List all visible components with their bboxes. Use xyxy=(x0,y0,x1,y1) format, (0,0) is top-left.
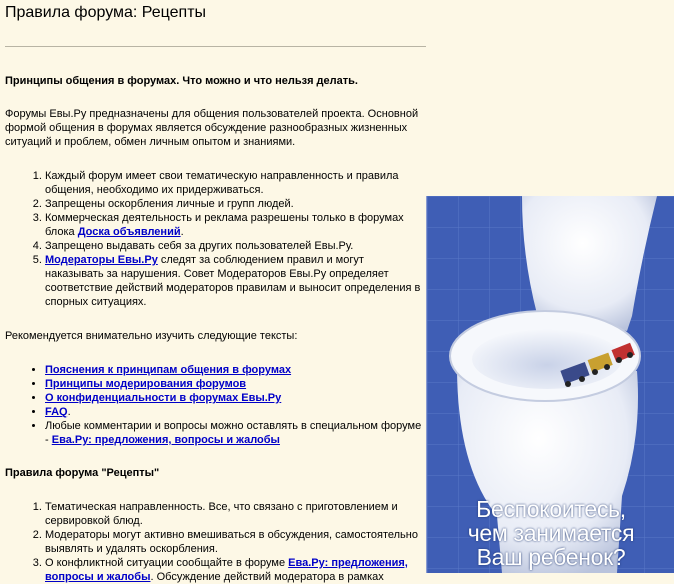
link-item: • Любые комментарии и вопросы можно оставлять в специальном форуме - Ева.Ру: предложения, вопросы и жалобы xyxy=(45,419,425,447)
link-item xyxy=(45,391,425,405)
rule-item xyxy=(45,197,425,211)
divider xyxy=(5,46,426,47)
faq-link[interactable]: FAQ xyxy=(45,406,68,418)
rule-text: Запрещено выдавать себя за других пользователей Евы.Ру. xyxy=(45,240,354,252)
page-title: Правила форума: Рецепты xyxy=(5,4,207,21)
forum-rules-heading: Правила форума "Рецепты" xyxy=(5,467,160,479)
recommended-links xyxy=(5,363,425,447)
privacy-link[interactable]: О конфиденциальности в форумах Евы.Ру xyxy=(45,392,282,404)
rule-item xyxy=(45,169,425,197)
rule-item xyxy=(45,253,425,309)
main-content xyxy=(5,0,425,584)
ad-slogan xyxy=(427,497,674,569)
recommend-text: Рекомендуется внимательно изучить следующие тексты: xyxy=(5,330,298,342)
ad-line: Беспокоитесь, xyxy=(476,496,626,522)
moderation-principles-link[interactable]: Принципы модерирования форумов xyxy=(45,378,247,390)
forum-rule-item: 1. Тематическая направленность. Все, что связано с приготовлением и сервировкой блюд. xyxy=(45,500,425,528)
ad-line: Ваш ребенок? xyxy=(476,544,626,570)
rule-text: Коммерческая деятельность и реклама разрешены только в форумах блока xyxy=(45,212,404,238)
rule-text: Запрещены оскорбления личные и групп людей. xyxy=(45,198,294,210)
forum-rule-item: 2. Модераторы могут активно вмешиваться в обсуждения, самостоятельно выявлять и удалять оскорбления. xyxy=(45,528,425,556)
ad-line: чем занимается xyxy=(467,520,635,546)
principles-list xyxy=(5,169,425,309)
rule-text: Каждый форум имеет свои тематическую направленность и правила общения, необходимо их придерживаться. xyxy=(45,170,399,196)
forum-rules-list xyxy=(5,500,425,584)
moderators-link[interactable]: Модераторы Евы.Ру xyxy=(45,254,158,266)
principles-explanation-link[interactable]: Пояснения к принципам общения в форумах xyxy=(45,364,292,376)
link-item xyxy=(45,363,425,377)
feedback-forum-link-2[interactable]: Ева.Ру: предложения, вопросы и жалобы xyxy=(45,557,408,583)
advertisement-banner[interactable] xyxy=(426,196,674,573)
link-item xyxy=(45,377,425,391)
principles-intro: Форумы Евы.Ру предназначены для общения пользователей проекта. Основной формой общения в форумах является обсуждение разнообразных жизненных ситуаций и проблем, обмен личным опытом и знаниями. xyxy=(5,108,419,148)
link-item: • FAQ. xyxy=(45,405,425,419)
rule-text: следят за соблюдением правил и могут наказывать за нарушения. Совет Модераторов Евы.Ру определяет соответствие действий модераторов правилам и выносит определения в спорных ситуациях. xyxy=(45,254,421,308)
principles-heading: Принципы общения в форумах. Что можно и что нельзя делать. xyxy=(5,75,358,87)
feedback-forum-link[interactable]: Ева.Ру: предложения, вопросы и жалобы xyxy=(51,434,280,446)
classifieds-link[interactable]: Доска объявлений xyxy=(77,226,181,238)
rule-item: 3. Коммерческая деятельность и реклама разрешены только в форумах блока Доска объявлений. xyxy=(45,211,425,239)
forum-rule-item: 3. О конфликтной ситуации сообщайте в форуме Ева.Ру: предложения, вопросы и жалобы. Обсуждение действий модератора в рамках xyxy=(45,556,425,584)
rule-item xyxy=(45,239,425,253)
